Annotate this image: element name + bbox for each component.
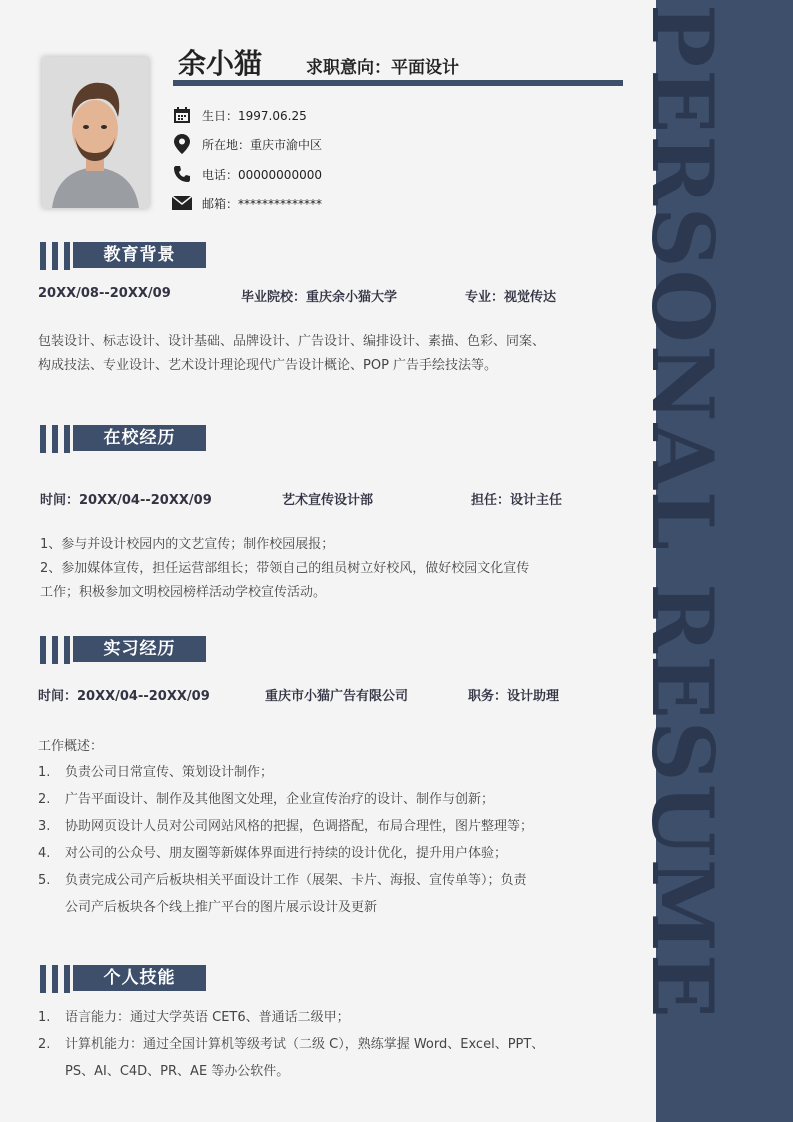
calendar-icon xyxy=(172,105,192,125)
job-intent: 求职意向：平面设计 xyxy=(306,58,459,78)
section-title-skills: 个人技能 xyxy=(73,965,206,991)
section-title-education: 教育背景 xyxy=(73,242,206,268)
campus-line: 工作；积极参加文明校园榜样活动学校宣传活动。 xyxy=(40,585,327,600)
list-item-text: 负责完成公司产后板块相关平面设计工作（展架、卡片、海报、宣传单等）；负责 xyxy=(65,873,527,888)
education-period: 20XX/08--20XX/09 xyxy=(38,286,171,301)
section-bars-campus xyxy=(40,425,70,453)
campus-period: 时间：20XX/04--20XX/09 xyxy=(40,493,212,508)
email-text: 邮箱：************** xyxy=(202,196,323,211)
info-location xyxy=(172,134,322,154)
list-item-text: 公司产后板块各个线上推广平台的图片展示设计及更新 xyxy=(65,900,378,915)
list-item-text: 协助网页设计人员对公司网站风格的把握，色调搭配，布局合理性，图片整理等； xyxy=(65,819,534,834)
internship-overview-label: 工作概述： xyxy=(38,739,104,754)
list-item-number: 5. xyxy=(38,873,51,888)
list-item-number: 2. xyxy=(38,792,51,807)
education-school: 毕业院校：重庆余小猫大学 xyxy=(241,290,398,305)
list-item-text: 负责公司日常宣传、策划设计制作； xyxy=(65,765,274,780)
campus-role: 担任：设计主任 xyxy=(471,493,563,508)
info-birthday xyxy=(172,105,307,125)
location-pin-icon xyxy=(172,134,192,154)
sidebar-watermark: PERSONAL RESUME xyxy=(633,4,732,1020)
section-title-internship: 实习经历 xyxy=(73,636,206,662)
profile-photo xyxy=(42,57,149,208)
internship-period: 时间：20XX/04--20XX/09 xyxy=(38,689,210,704)
envelope-icon xyxy=(172,193,192,213)
education-line: 构成技法、专业设计、艺术设计理论现代广告设计概论、POP 广告手绘技法等。 xyxy=(38,358,498,373)
section-bars-internship xyxy=(40,636,70,664)
header-divider xyxy=(173,80,623,86)
birthday-text: 生日：1997.06.25 xyxy=(202,108,307,123)
list-item-number: 1. xyxy=(38,765,51,780)
education-description xyxy=(38,330,545,378)
campus-line: 2、参加媒体宣传，担任运营部组长；带领自己的组员树立好校风，做好校园文化宣传 xyxy=(40,561,530,576)
campus-org: 艺术宣传设计部 xyxy=(282,493,374,508)
section-bars-skills xyxy=(40,965,70,993)
info-phone xyxy=(172,164,322,184)
section-bars-education xyxy=(40,242,70,270)
list-item-number: 3. xyxy=(38,819,51,834)
info-email xyxy=(172,193,322,213)
list-item-text: 对公司的公众号、朋友圈等新媒体界面进行持续的设计优化，提升用户体验； xyxy=(65,846,508,861)
phone-text: 电话：00000000000 xyxy=(202,167,322,182)
phone-icon xyxy=(172,164,192,184)
candidate-name: 余小猫 xyxy=(178,47,263,80)
section-title-campus: 在校经历 xyxy=(73,425,206,451)
list-item-text: 计算机能力：通过全国计算机等级考试（二级 C），熟练掌握 Word、Excel、PPT、 xyxy=(65,1037,545,1052)
list-item-text: 广告平面设计、制作及其他图文处理，企业宣传治疗的设计、制作与创新； xyxy=(65,792,495,807)
education-major: 专业：视觉传达 xyxy=(465,290,557,305)
campus-description xyxy=(40,533,529,605)
list-item-text: 语言能力：通过大学英语 CET6、普通话二级甲； xyxy=(65,1010,350,1025)
list-item-number: 4. xyxy=(38,846,51,861)
list-item-text: PS、AI、C4D、PR、AE 等办公软件。 xyxy=(65,1064,290,1079)
list-item-number: 1. xyxy=(38,1010,51,1025)
internship-company: 重庆市小猫广告有限公司 xyxy=(265,689,409,704)
internship-role: 职务：设计助理 xyxy=(468,689,560,704)
campus-line: 1、参与并设计校园内的文艺宣传；制作校园展报； xyxy=(40,537,335,552)
education-line: 包装设计、标志设计、设计基础、品牌设计、广告设计、编排设计、素描、色彩、同案、 xyxy=(38,334,546,349)
list-item-number: 2. xyxy=(38,1037,51,1052)
location-text: 所在地：重庆市渝中区 xyxy=(202,137,323,152)
